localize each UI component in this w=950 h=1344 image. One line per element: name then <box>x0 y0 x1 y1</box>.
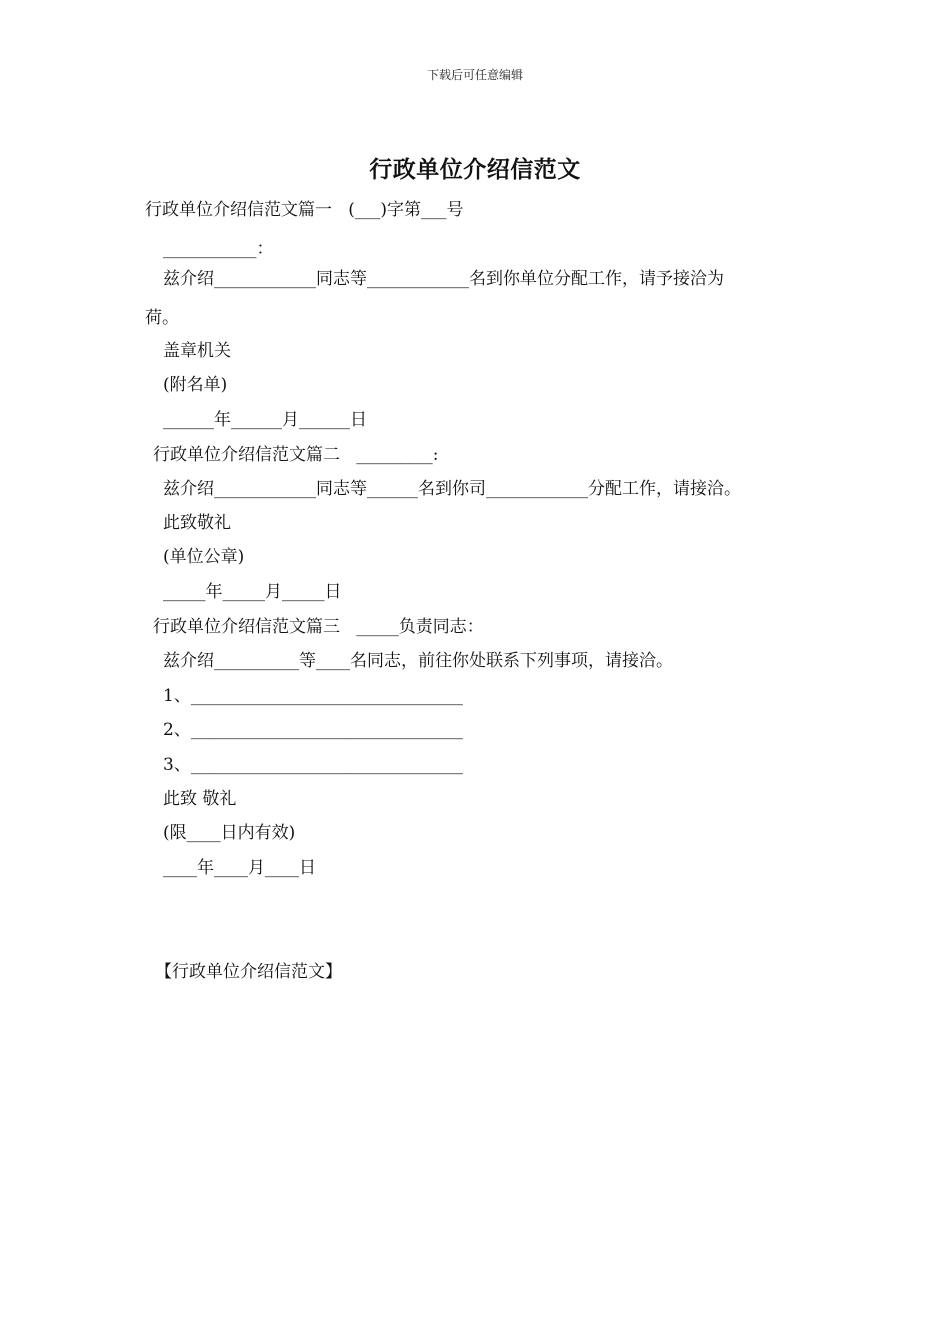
list-item: 2、________________________________ <box>163 720 463 740</box>
closing-title: 【行政单位介绍信范文】 <box>155 962 342 982</box>
section-three-heading: 行政单位介绍信范文篇三 _____负责同志： <box>153 617 484 637</box>
attachment-note: (附名单) <box>163 375 228 395</box>
seal-authority-line: 盖章机关 <box>163 341 231 361</box>
document-title: 行政单位介绍信范文 <box>369 156 581 183</box>
introduction-paragraph-continued: 荷。 <box>145 308 179 328</box>
header-note: 下载后可任意编辑 <box>426 68 523 82</box>
seal-line: (单位公章) <box>163 547 245 567</box>
validity-note: (限____日内有效) <box>163 823 296 843</box>
list-item: 3、________________________________ <box>163 755 463 775</box>
date-line: ____年____月____日 <box>163 858 316 878</box>
section-two-heading: 行政单位介绍信范文篇二 _________: <box>153 445 439 465</box>
salutation-line: 此致 敬礼 <box>163 789 237 809</box>
section-one-heading: 行政单位介绍信范文篇一 (___)字第___号 <box>145 200 464 220</box>
date-line: _____年_____月_____日 <box>163 582 342 602</box>
introduction-paragraph: 兹介绍__________等____名同志，前往你处联系下列事项，请接洽。 <box>163 651 673 671</box>
list-item: 1、________________________________ <box>163 686 463 706</box>
introduction-paragraph: 兹介绍____________同志等____________名到你单位分配工作，请予接洽为 <box>163 269 724 289</box>
introduction-paragraph: 兹介绍____________同志等______名到你司____________分配工作，请接洽。 <box>163 479 741 499</box>
date-line: ______年______月______日 <box>163 410 367 430</box>
salutation-line: 此致敬礼 <box>163 513 231 533</box>
recipient-line: ___________： <box>163 239 274 259</box>
